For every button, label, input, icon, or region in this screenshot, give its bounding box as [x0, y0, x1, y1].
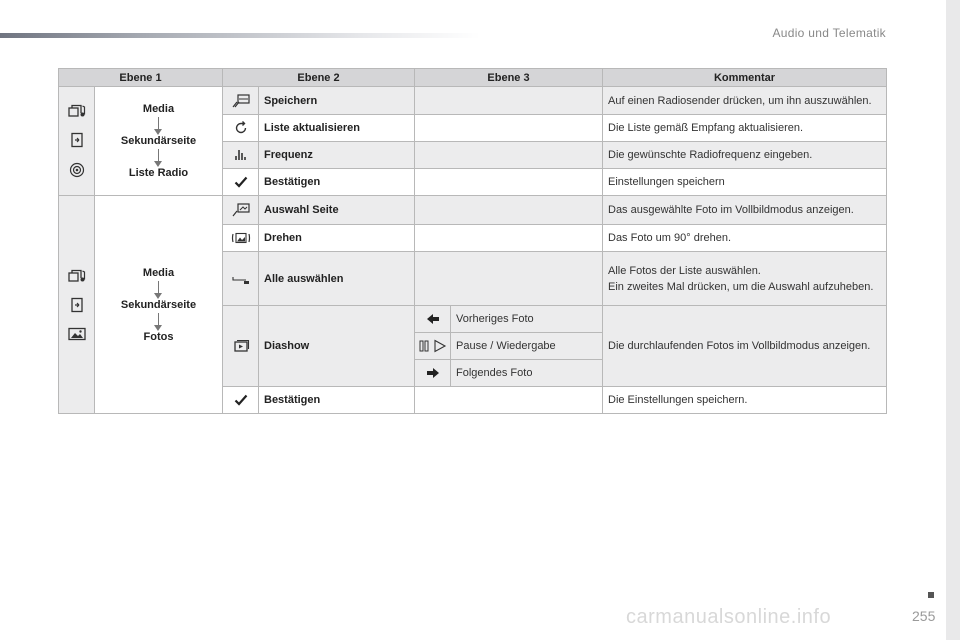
section-title: Audio und Telematik [772, 26, 886, 40]
select-all-icon [231, 273, 251, 285]
arrow-right-icon [426, 367, 440, 379]
header-level3: Ebene 3 [415, 69, 603, 87]
level1-icons-radio [59, 87, 95, 196]
menu-table [58, 68, 887, 414]
checkmark-icon [234, 176, 248, 188]
function-confirm-photos: Bestätigen [259, 387, 415, 414]
comment-slideshow: Die durchlaufenden Fotos im Vollbildmodus anzeigen. [603, 306, 887, 387]
function-slideshow: Diashow [259, 306, 415, 387]
frequency-icon [233, 148, 249, 162]
header-level2: Ebene 2 [223, 69, 415, 87]
table-row [59, 196, 887, 225]
header-comment: Kommentar [603, 69, 887, 87]
comment-save: Auf einen Radiosender drücken, um ihn auszuwählen. [603, 87, 887, 115]
level1-icons-photos [59, 196, 95, 414]
page-edge-strip [946, 0, 960, 640]
page-marker [928, 592, 934, 598]
sub-next-photo: Folgendes Foto [451, 360, 603, 387]
comment-select-page: Das ausgewählte Foto im Vollbildmodus anzeigen. [603, 196, 887, 225]
arrow-left-icon [426, 313, 440, 325]
comment-confirm-photos: Die Einstellungen speichern. [603, 387, 887, 414]
level2-secondary-page: Sekundärseite [120, 135, 197, 147]
refresh-icon [234, 121, 248, 135]
page-number: 255 [912, 608, 936, 624]
function-select-all: Alle auswählen [259, 252, 415, 306]
function-rotate: Drehen [259, 225, 415, 252]
function-frequency: Frequenz [259, 142, 415, 169]
arrow-down-icon [158, 313, 159, 327]
arrow-down-icon [158, 281, 159, 295]
radio-list-icon [69, 162, 85, 178]
level2-path-photos [95, 196, 223, 414]
level2-path-radio [95, 87, 223, 196]
comment-confirm-radio: Einstellungen speichern [603, 169, 887, 196]
header-bar [0, 33, 480, 38]
sub-pause-play: Pause / Wiedergabe [451, 333, 603, 360]
secondary-page-icon [70, 297, 84, 313]
slideshow-icon [232, 339, 250, 353]
secondary-page-icon [70, 132, 84, 148]
comment-rotate: Das Foto um 90° drehen. [603, 225, 887, 252]
function-refresh-list: Liste aktualisieren [259, 115, 415, 142]
checkmark-icon [234, 394, 248, 406]
header-level1: Ebene 1 [59, 69, 223, 87]
function-save: Speichern [259, 87, 415, 115]
level2-photos: Fotos [143, 330, 174, 343]
comment-select-all-text: Alle Fotos der Liste auswählen. Ein zweites Mal drücken, um die Auswahl aufzuheben. [608, 264, 874, 293]
media-music-icon [68, 269, 86, 283]
function-select-page: Auswahl Seite [259, 196, 415, 225]
level2-radio-list: Liste Radio [128, 167, 189, 179]
level2-media: Media [142, 103, 175, 115]
arrow-down-icon [158, 117, 159, 131]
select-page-icon [231, 202, 251, 218]
rotate-icon [231, 231, 251, 245]
comment-frequency: Die gewünschte Radiofrequenz eingeben. [603, 142, 887, 169]
watermark: carmanualsonline.info [626, 606, 832, 628]
level2-media: Media [142, 266, 175, 279]
pause-play-icon [418, 339, 448, 353]
function-confirm-radio: Bestätigen [259, 169, 415, 196]
save-preset-icon [231, 93, 251, 109]
sub-previous-photo: Vorheriges Foto [451, 306, 603, 333]
table-header-row [59, 69, 887, 87]
photos-icon [68, 327, 86, 341]
arrow-down-icon [158, 149, 159, 163]
level2-secondary-page: Sekundärseite [120, 298, 197, 311]
comment-refresh-list: Die Liste gemäß Empfang aktualisieren. [603, 115, 887, 142]
comment-select-all [603, 252, 887, 306]
media-music-icon [68, 104, 86, 118]
table-row [59, 87, 887, 115]
